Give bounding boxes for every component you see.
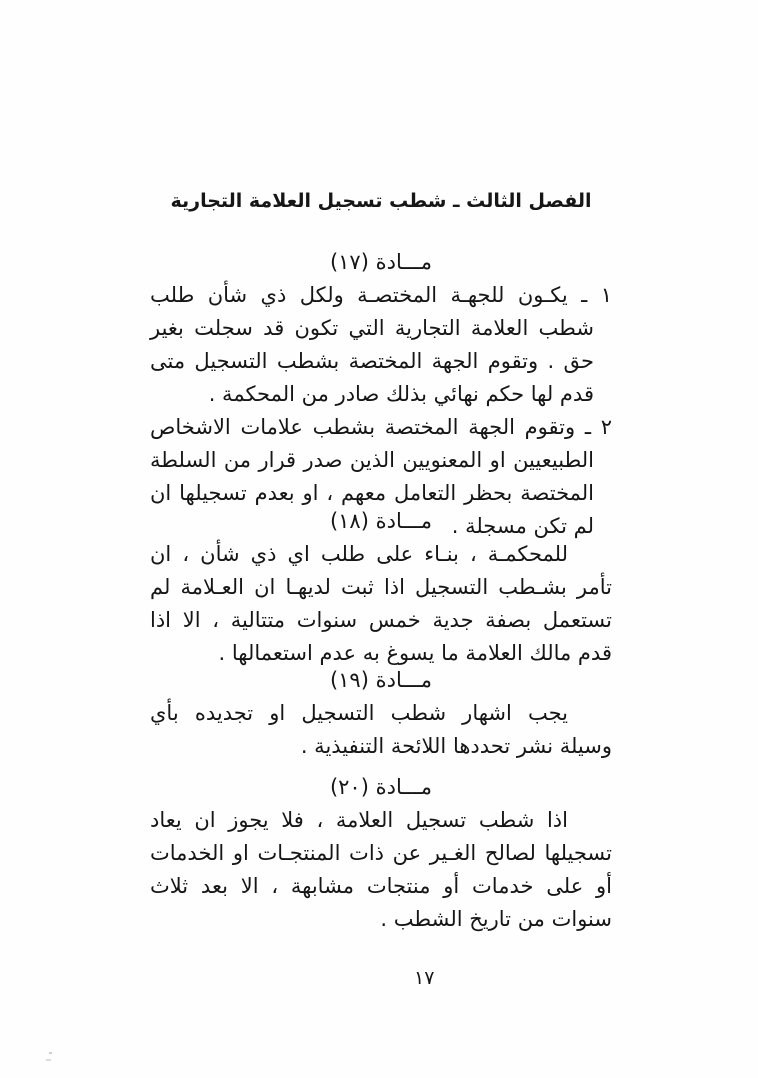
article-18-body <box>150 538 612 670</box>
article-18-heading: مـــادة (١٨) <box>329 509 433 533</box>
clause-number: ١ ـ <box>581 283 612 307</box>
clause-number: ٢ ـ <box>584 415 613 439</box>
article-20 <box>150 771 612 936</box>
article-17 <box>150 246 612 543</box>
article-18-text: للمحكمـة ، بنـاء على طلب اي ذي شأن ، ان تأمر بشـطب التسجيل اذا ثبت لديهـا ان العـلامة لم تستعمل بصفة جدية خمس سنوات متتالية ، الا اذا قدم مالك العلامة ما يسوغ به عدم استعمالها . <box>150 542 612 665</box>
scan-speck <box>46 1059 51 1061</box>
article-18 <box>150 505 612 670</box>
article-19 <box>150 664 612 763</box>
article-17-clause-1 <box>150 279 612 411</box>
article-17-body <box>150 279 612 543</box>
chapter-title: الفصل الثالث ـ شطب تسجيل العلامة التجارية <box>170 190 592 212</box>
clause-text: وتقوم الجهة المختصة بشطب علامات الاشخاص الطبيعيين او المعنويين الذين صدر قرار من السلطة المختصة بحظر التعامل معهم ، او بعدم تسجيلها ان لم تكن مسجلة . <box>150 415 594 538</box>
scan-speck <box>49 1052 52 1054</box>
article-20-body <box>150 804 612 936</box>
article-19-text: يجب اشهار شطب التسجيل او تجديده بأي وسيلة نشر تحددها اللائحة التنفيذية . <box>150 701 612 758</box>
article-19-body <box>150 697 612 763</box>
clause-text: يكـون للجهـة المختصـة ولكل ذي شأن طلب شطب العلامة التجارية التي تكون قد سجلت بغير حق . وتقوم الجهة المختصة بشطب التسجيل متى قدم لها حكم نهائي بذلك صادر من المحكمة . <box>150 283 594 406</box>
article-19-heading: مـــادة (١٩) <box>329 668 433 692</box>
article-17-heading: مـــادة (١٧) <box>329 250 433 274</box>
page-number: ١٧ <box>414 967 435 989</box>
article-20-text: اذا شطب تسجيل العلامة ، فلا يجوز ان يعاد تسجيلها لصالح الغـير عن ذات المنتجـات او الخدمات أو على خدمات أو منتجات مشابهة ، الا بعد ثلاث سنوات من تاريخ الشطب . <box>150 808 612 931</box>
article-20-heading: مـــادة (٢٠) <box>329 775 433 799</box>
